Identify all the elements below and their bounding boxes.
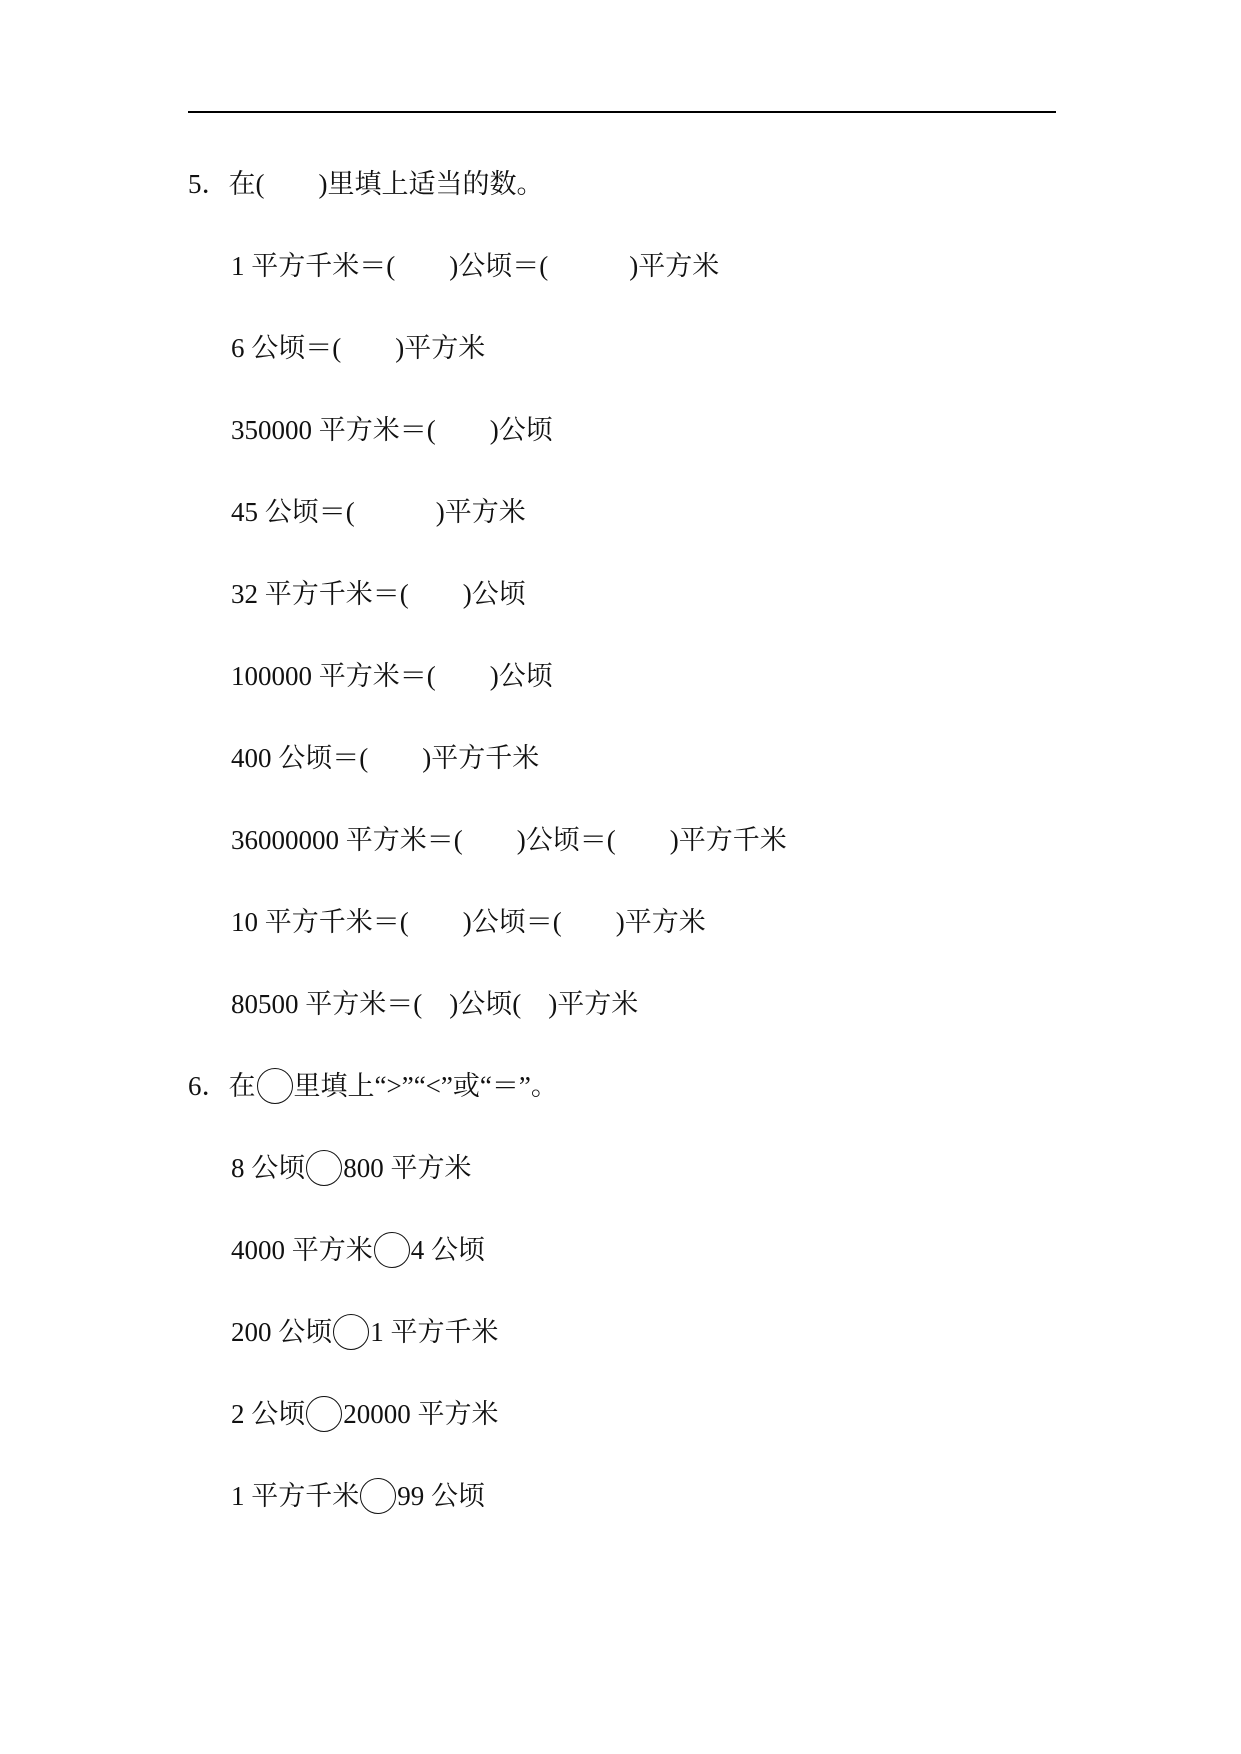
- compare-circle-input[interactable]: [374, 1232, 410, 1268]
- q5-item-3: 350000 平方米＝( )公顷: [231, 415, 553, 445]
- q6-item-2: [231, 1232, 485, 1268]
- q6-title-prefix: 6．在: [188, 1071, 256, 1101]
- compare-circle-input[interactable]: [306, 1396, 342, 1432]
- q6-item-right: 4 公顷: [410, 1235, 485, 1265]
- q6-item-4: [231, 1396, 499, 1432]
- q5-item-2: 6 公顷＝( )平方米: [231, 333, 486, 363]
- q6-title-suffix: 里填上“>”“<”或“＝”。: [293, 1071, 558, 1101]
- q6-item-left: 1 平方千米: [231, 1481, 360, 1511]
- q6-item-right: 800 平方米: [343, 1153, 472, 1183]
- q6-item-right: 99 公顷: [397, 1481, 485, 1511]
- q6-item-1: [231, 1150, 472, 1186]
- q5-item-10: 80500 平方米＝( )公顷( )平方米: [231, 989, 639, 1019]
- question-5-title: 5．在( )里填上适当的数。: [188, 169, 544, 199]
- q6-item-left: 4000 平方米: [231, 1235, 373, 1265]
- answer-circle-icon: [257, 1068, 293, 1104]
- compare-circle-input[interactable]: [306, 1150, 342, 1186]
- q6-item-left: 8 公顷: [231, 1153, 306, 1183]
- q6-item-left: 200 公顷: [231, 1317, 333, 1347]
- q5-item-1: 1 平方千米＝( )公顷＝( )平方米: [231, 251, 720, 281]
- header-rule: [188, 111, 1056, 113]
- q6-item-left: 2 公顷: [231, 1399, 306, 1429]
- compare-circle-input[interactable]: [360, 1478, 396, 1514]
- q5-item-4: 45 公顷＝( )平方米: [231, 497, 526, 527]
- q6-item-5: [231, 1478, 485, 1514]
- q6-item-right: 1 平方千米: [370, 1317, 499, 1347]
- q5-item-5: 32 平方千米＝( )公顷: [231, 579, 526, 609]
- question-6-title: [188, 1068, 558, 1104]
- q5-item-7: 400 公顷＝( )平方千米: [231, 743, 540, 773]
- compare-circle-input[interactable]: [333, 1314, 369, 1350]
- q6-item-3: [231, 1314, 499, 1350]
- q5-item-6: 100000 平方米＝( )公顷: [231, 661, 553, 691]
- q5-item-9: 10 平方千米＝( )公顷＝( )平方米: [231, 907, 706, 937]
- q6-item-right: 20000 平方米: [343, 1399, 499, 1429]
- q5-item-8: 36000000 平方米＝( )公顷＝( )平方千米: [231, 825, 787, 855]
